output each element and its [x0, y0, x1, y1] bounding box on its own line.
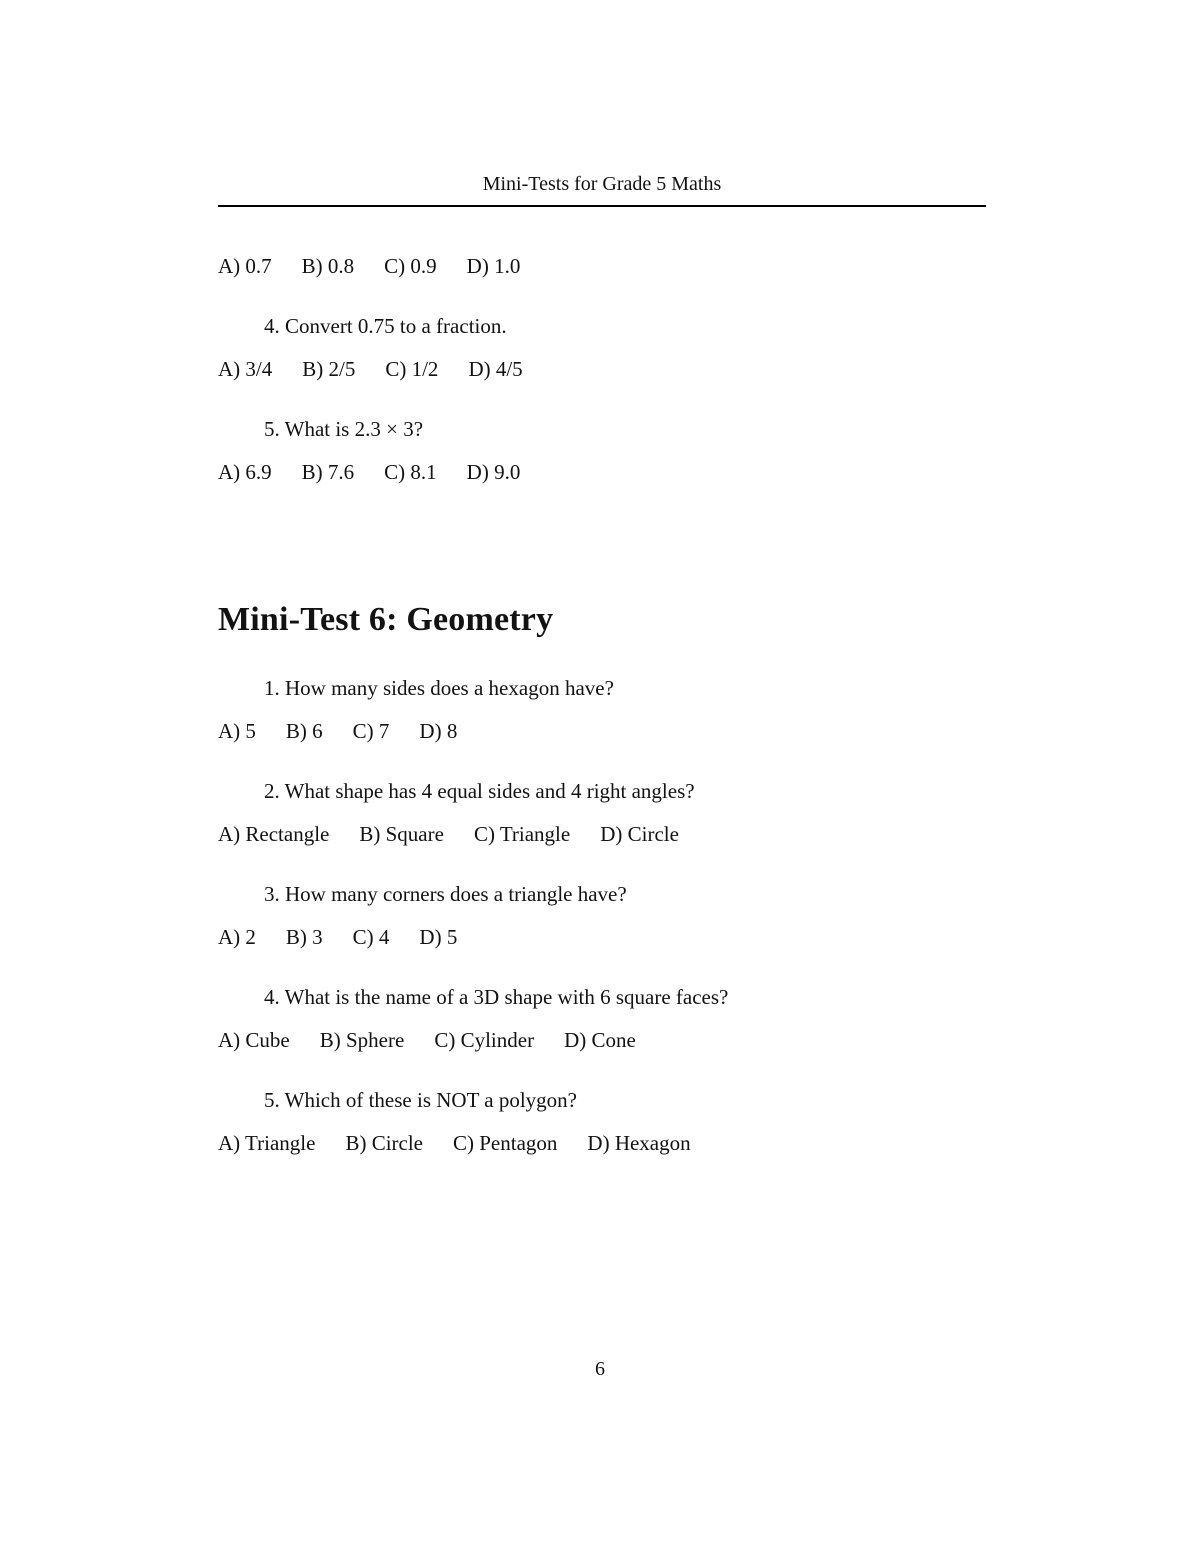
answer-option: D) Hexagon [587, 1131, 691, 1155]
question-text: 2. What shape has 4 equal sides and 4 right angles? [264, 779, 695, 803]
answer-option: C) Triangle [473, 822, 571, 846]
question-text: 5. What is 2.3 × 3? [264, 417, 424, 441]
question-text: 1. How many sides does a hexagon have? [264, 676, 614, 700]
answer-option: D) Circle [600, 822, 679, 846]
answer-options-row [218, 924, 986, 951]
page-content [218, 0, 986, 1157]
answer-option: D) 5 [419, 925, 458, 949]
answer-options-row [218, 1130, 986, 1157]
answer-option: A) 3/4 [218, 357, 273, 381]
answer-option: C) 1/2 [385, 357, 439, 381]
answer-option: A) 2 [218, 925, 256, 949]
running-header [218, 0, 986, 207]
question-block [218, 881, 986, 951]
page-number: 6 [595, 1358, 605, 1380]
answer-option: A) Cube [218, 1028, 290, 1052]
answer-option: C) Pentagon [453, 1131, 558, 1155]
answer-option: A) 0.7 [218, 254, 272, 278]
answer-option: B) Sphere [319, 1028, 405, 1052]
answer-option: D) 1.0 [466, 254, 521, 278]
answer-option: B) 6 [285, 719, 323, 743]
answer-options-row [218, 821, 986, 848]
question-block [218, 416, 986, 486]
question-block [218, 675, 986, 745]
section-title: Mini-Test 6: Geometry [218, 601, 554, 638]
answer-option: C) 0.9 [384, 254, 437, 278]
question-block [218, 778, 986, 848]
answer-option: D) Cone [564, 1028, 636, 1052]
answer-options-row [218, 253, 986, 280]
answer-option: C) Cylinder [434, 1028, 535, 1052]
answer-option: B) 0.8 [301, 254, 355, 278]
answer-option: B) Square [359, 822, 444, 846]
answer-option: D) 4/5 [468, 357, 523, 381]
answer-options-row [218, 718, 986, 745]
answer-option: A) Triangle [218, 1131, 316, 1155]
answer-option: C) 8.1 [384, 460, 437, 484]
answer-option: C) 4 [352, 925, 390, 949]
answer-option: B) 3 [285, 925, 323, 949]
running-header-title: Mini-Tests for Grade 5 Maths [482, 173, 722, 195]
answer-option: C) 7 [352, 719, 390, 743]
question-block [218, 313, 986, 383]
answer-option: A) Rectangle [218, 822, 330, 846]
answer-option: A) 6.9 [218, 460, 272, 484]
question-block [218, 984, 986, 1054]
answer-option: D) 9.0 [466, 460, 521, 484]
answer-options-row [218, 459, 986, 486]
answer-option: D) 8 [419, 719, 458, 743]
question-block [218, 1087, 986, 1157]
question-text: 3. How many corners does a triangle have? [264, 882, 627, 906]
answer-option: B) 7.6 [301, 460, 355, 484]
question-text: 5. Which of these is NOT a polygon? [264, 1088, 578, 1112]
answer-option: B) 2/5 [302, 357, 356, 381]
answer-option: B) Circle [345, 1131, 423, 1155]
answer-options-row [218, 356, 986, 383]
question-text: 4. Convert 0.75 to a fraction. [264, 314, 507, 338]
answer-options-row [218, 1027, 986, 1054]
answer-option: A) 5 [218, 719, 256, 743]
question-text: 4. What is the name of a 3D shape with 6 square faces? [264, 985, 729, 1009]
